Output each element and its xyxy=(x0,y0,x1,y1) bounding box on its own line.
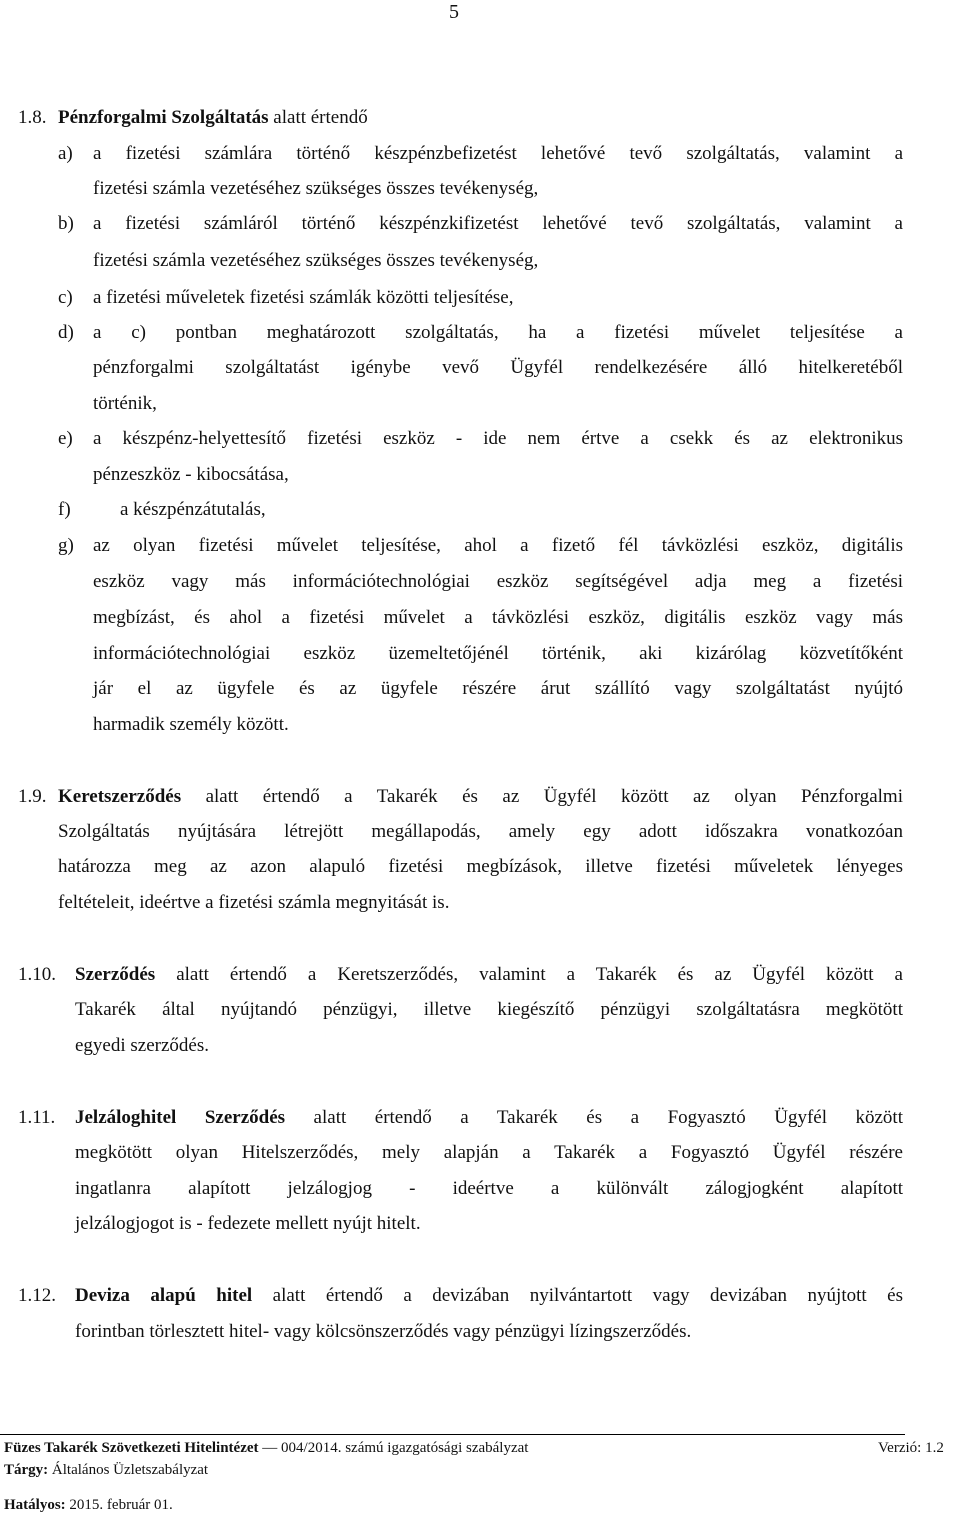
term: Szerződés xyxy=(75,964,156,985)
footer-effective-label: Hatályos: xyxy=(4,1497,66,1513)
section-line: egyedi szerződés. xyxy=(75,1035,209,1056)
section-first-line xyxy=(75,1106,903,1130)
item-line: pénzeszköz - kibocsátása, xyxy=(93,464,289,485)
item-line: információtechnológiai eszköz üzemeltetőjénél történik, aki kizárólag közvetítőként xyxy=(93,643,903,664)
footer-regulation-no: — 004/2014. xyxy=(258,1440,342,1456)
item-line: harmadik személy között. xyxy=(93,714,289,735)
term: Keretszerződés xyxy=(58,786,182,807)
item-line: fizetési számla vezetéséhez szükséges összes tevékenység, xyxy=(93,250,539,271)
footer-subject-line xyxy=(4,1461,208,1479)
item-line: jár el az ügyfele és az ügyfele részére árut szállító vagy szolgáltatást nyújtó xyxy=(93,678,903,699)
footer-divider xyxy=(0,1434,905,1435)
item-label: g) xyxy=(58,535,74,556)
section-line: határozza meg az azon alapuló fizetési megbízások, illetve fizetési műveletek lényeges xyxy=(58,856,903,877)
first-line-rest: alatt értendő a devizában nyilvántartott vagy devizában nyújtott és xyxy=(252,1285,903,1306)
item-line: a fizetési számláról történő készpénzkifizetést lehetővé tevő szolgáltatás, valamint a xyxy=(93,213,903,234)
section-heading xyxy=(58,106,368,130)
section-number: 1.8. xyxy=(18,107,47,128)
section-line: forintban törlesztett hitel- vagy kölcsönszerződés vagy pénzügyi lízingszerződés. xyxy=(75,1321,692,1342)
item-line: történik, xyxy=(93,393,157,414)
term: Pénzforgalmi Szolgáltatás xyxy=(58,107,269,128)
footer-regulation-rest: számú igazgatósági szabályzat xyxy=(341,1440,529,1456)
section-first-line xyxy=(75,963,903,987)
footer-effective: 2015. február 01. xyxy=(65,1497,173,1513)
item-line: pénzforgalmi szolgáltatást igénybe vevő Ügyfél rendelkezésére álló hitelkeretéből xyxy=(93,357,903,378)
section-line: ingatlanra alapított jelzálogjog - ideértve a különvált zálogjogként alapított xyxy=(75,1178,903,1199)
item-line: a fizetési műveletek fizetési számlák közötti teljesítése, xyxy=(93,287,514,308)
item-label: e) xyxy=(58,428,73,449)
item-label: b) xyxy=(58,213,74,234)
footer-effective-line xyxy=(4,1496,173,1514)
item-label: c) xyxy=(58,287,73,308)
footer-subject: Általános Üzletszabályzat xyxy=(48,1462,209,1478)
term: Jelzáloghitel Szerződés xyxy=(75,1107,286,1128)
item-line: az olyan fizetési művelet teljesítése, ahol a fizető fél távközlési eszköz, digitális xyxy=(93,535,903,556)
section-number: 1.10. xyxy=(18,964,56,985)
section-number: 1.11. xyxy=(18,1107,56,1128)
item-line: a készpénz-helyettesítő fizetési eszköz - ide nem értve a csekk és az elektronikus xyxy=(93,428,903,449)
item-label: f) xyxy=(58,499,71,520)
first-line-rest: alatt értendő a Takarék és az Ügyfél között az olyan Pénzforgalmi xyxy=(181,786,903,807)
item-label: d) xyxy=(58,322,74,343)
item-line: a c) pontban meghatározott szolgáltatás, ha a fizetési művelet teljesítése a xyxy=(93,322,903,343)
first-line-rest: alatt értendő a Keretszerződés, valamint a Takarék és az Ügyfél között a xyxy=(155,964,903,985)
section-first-line xyxy=(75,1284,903,1308)
footer-version: Verzió: 1.2 xyxy=(878,1440,944,1456)
section-line: jelzálogjogot is - fedezete mellett nyújt hitelt. xyxy=(75,1213,421,1234)
footer-institution-line xyxy=(4,1439,528,1457)
item-line: a készpénzátutalás, xyxy=(120,499,266,520)
section-line: megkötött olyan Hitelszerződés, mely alapján a Takarék a Fogyasztó Ügyfél részére xyxy=(75,1142,903,1163)
item-label: a) xyxy=(58,143,73,164)
term: Deviza alapú hitel xyxy=(75,1285,253,1306)
first-line-rest: alatt értendő a Takarék és a Fogyasztó Ügyfél között xyxy=(285,1107,903,1128)
heading-rest: alatt értendő xyxy=(268,107,368,128)
footer-subject-label: Tárgy: xyxy=(4,1462,49,1478)
item-line: megbízást, és ahol a fizetési művelet a távközlési eszköz, digitális eszköz vagy más xyxy=(93,607,903,628)
section-first-line xyxy=(58,785,903,809)
item-line: a fizetési számlára történő készpénzbefizetést lehetővé tevő szolgáltatás, valamint a xyxy=(93,143,903,164)
section-line: Szolgáltatás nyújtására létrejött megállapodás, amely egy adott időszakra vonatkozóan xyxy=(58,821,903,842)
section-number: 1.9. xyxy=(18,786,47,807)
section-line: Takarék által nyújtandó pénzügyi, illetve kiegészítő pénzügyi szolgáltatásra megkötött xyxy=(75,999,903,1020)
item-line: fizetési számla vezetéséhez szükséges összes tevékenység, xyxy=(93,178,539,199)
item-line: eszköz vagy más információtechnológiai eszköz segítségével adja meg a fizetési xyxy=(93,571,903,592)
section-line: feltételeit, ideértve a fizetési számla megnyitását is. xyxy=(58,892,450,913)
page-number: 5 xyxy=(449,1,459,23)
footer-institution: Füzes Takarék Szövetkezeti Hitelintézet xyxy=(4,1440,259,1456)
section-number: 1.12. xyxy=(18,1285,56,1306)
